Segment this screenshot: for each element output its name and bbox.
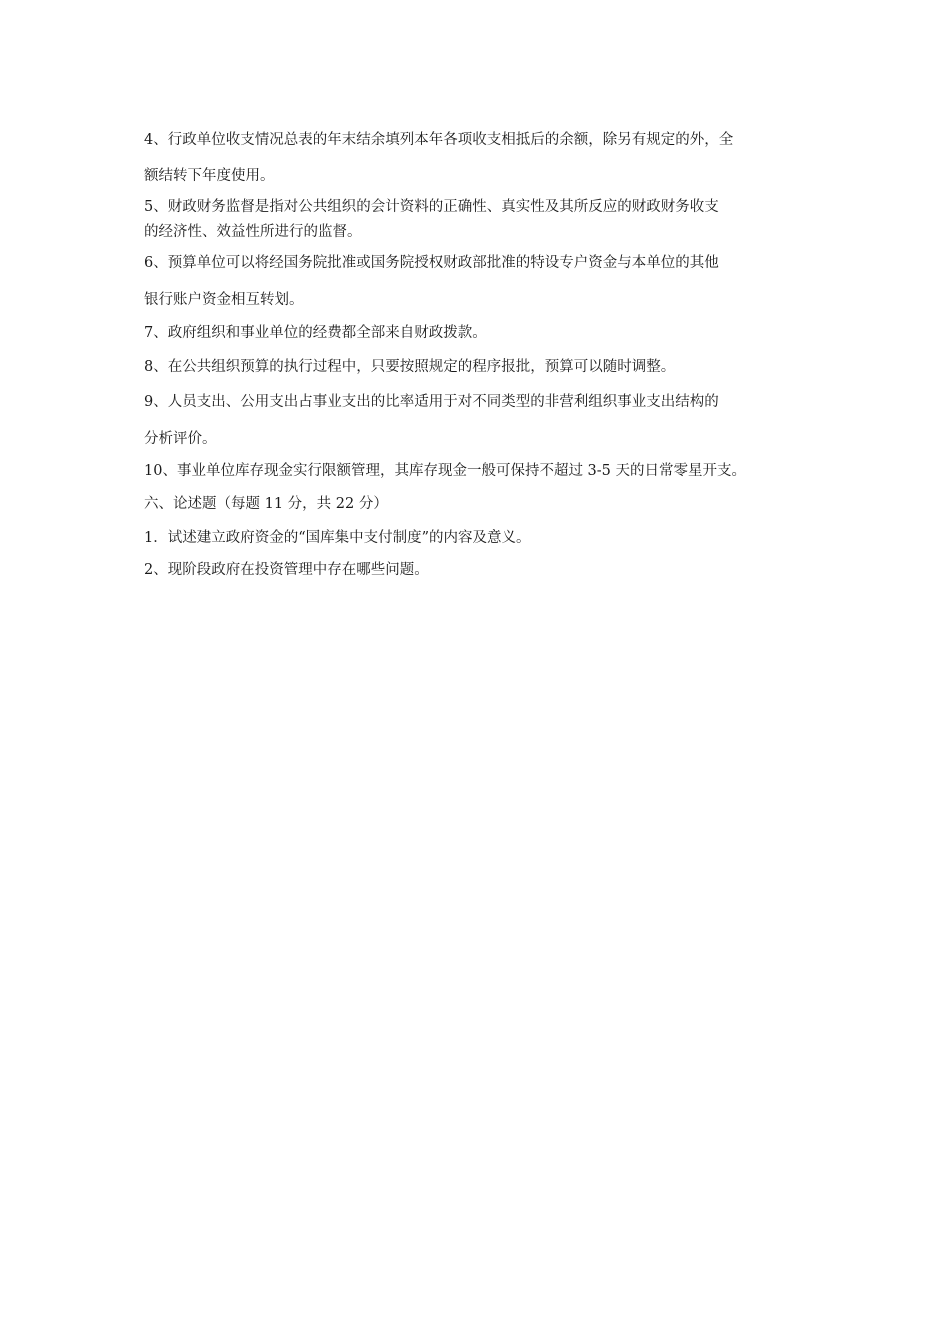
item-line: 4、行政单位收支情况总表的年末结余填列本年各项收支相抵后的余额，除另有规定的外，全 xyxy=(144,132,734,148)
section-heading-text: 六、论述题（每题 11 分，共 22 分） xyxy=(144,496,388,512)
item-line: 5、财政财务监督是指对公共组织的会计资料的正确性、真实性及其所反应的财政财务收支 xyxy=(144,199,719,215)
item-line: 6、预算单位可以将经国务院批准或国务院授权财政部批准的特设专户资金与本单位的其他 xyxy=(144,255,719,271)
item-line: 的经济性、效益性所进行的监督。 xyxy=(144,224,362,240)
item-line: 分析评价。 xyxy=(144,431,217,447)
question-text: 1．试述建立政府资金的“国库集中支付制度”的内容及意义。 xyxy=(144,530,531,546)
item-line: 银行账户资金相互转划。 xyxy=(144,292,304,308)
item-line: 8、在公共组织预算的执行过程中，只要按照规定的程序报批，预算可以随时调整。 xyxy=(144,359,676,375)
item-line: 额结转下年度使用。 xyxy=(144,168,275,184)
item-line: 9、人员支出、公用支出占事业支出的比率适用于对不同类型的非营利组织事业支出结构的 xyxy=(144,394,719,410)
item-line: 10、事业单位库存现金实行限额管理，其库存现金一般可保持不超过 3-5 天的日常零星开支。 xyxy=(144,463,747,479)
question-text: 2、现阶段政府在投资管理中存在哪些问题。 xyxy=(144,562,429,578)
item-line: 7、政府组织和事业单位的经费都全部来自财政拨款。 xyxy=(144,325,487,341)
